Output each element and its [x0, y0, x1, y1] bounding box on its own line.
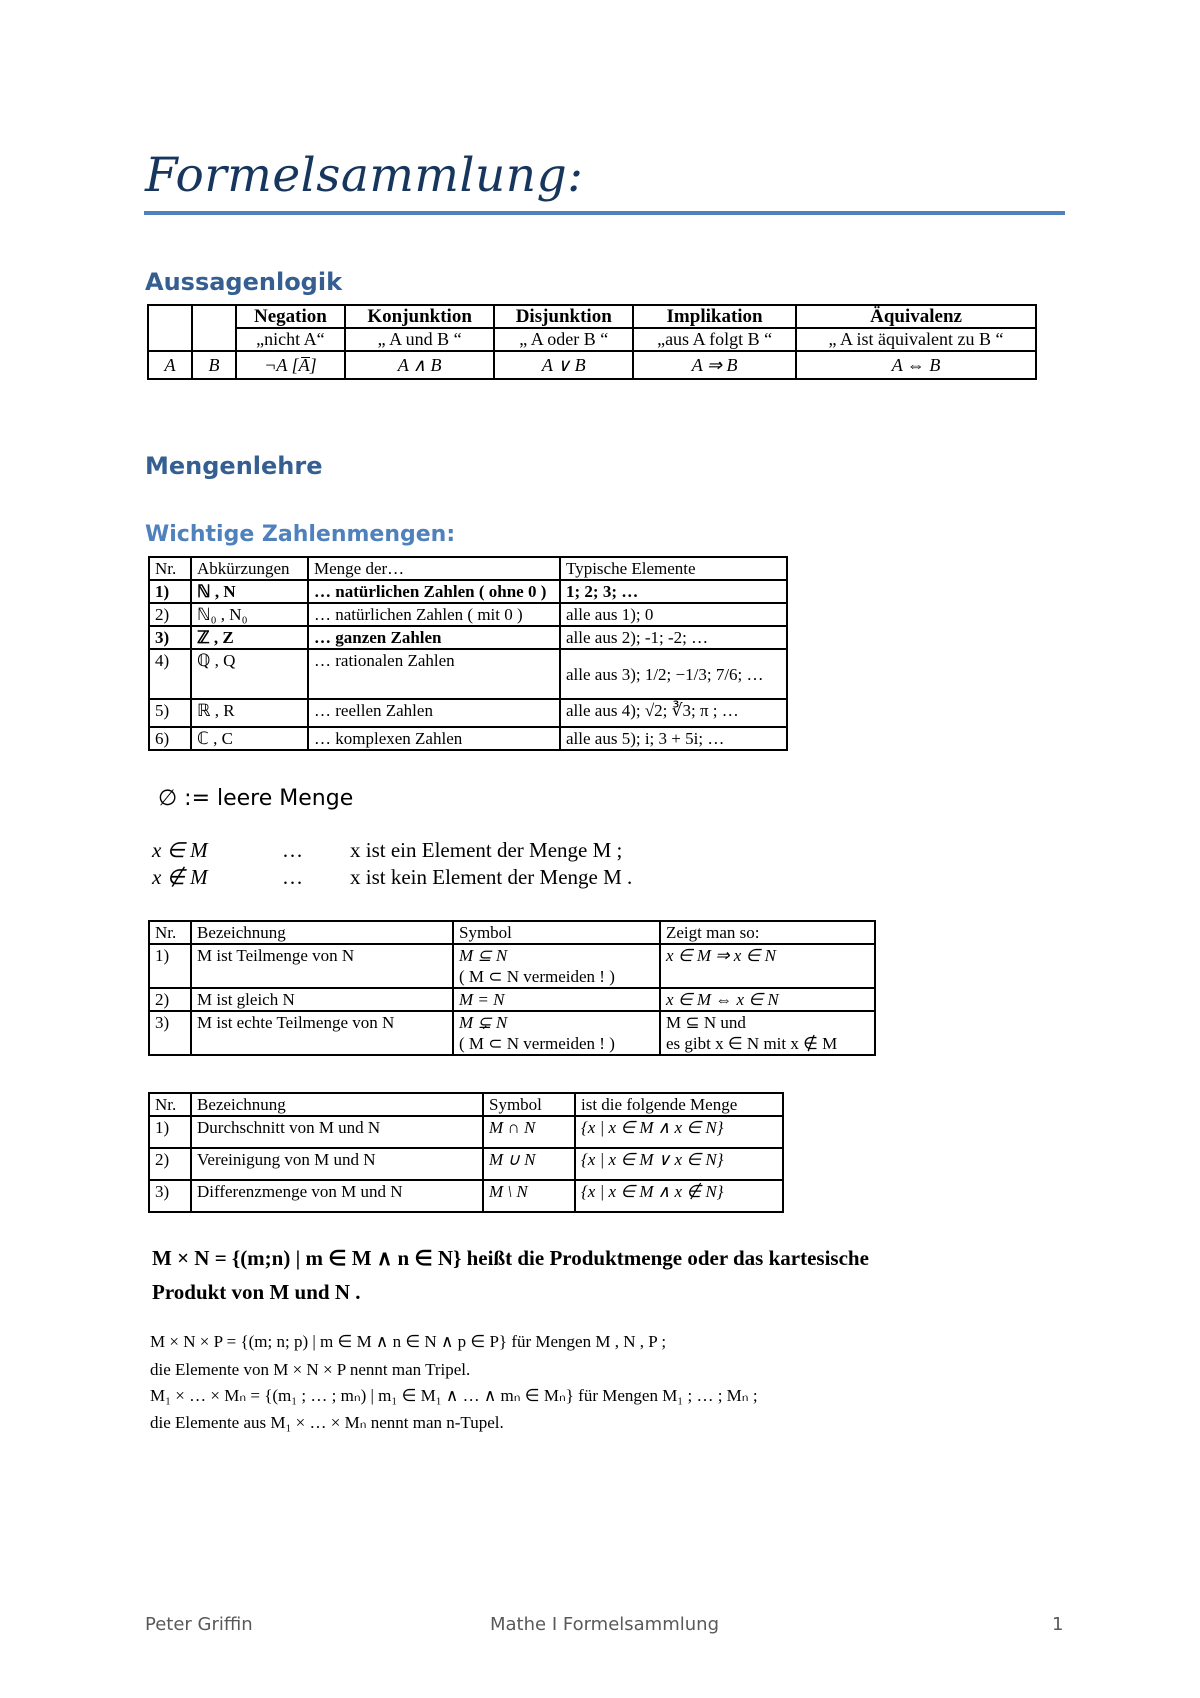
logic-meaning: „ A und B “: [345, 328, 495, 351]
table-cell: [660, 944, 875, 988]
table-cell: alle aus 4); √2; ∛3; π ; …: [560, 699, 787, 727]
table-cell: Vereinigung von M und N: [191, 1148, 483, 1180]
logic-meaning: „ A oder B “: [494, 328, 633, 351]
table-row: [149, 944, 875, 988]
section-heading-logic: Aussagenlogik: [145, 268, 343, 296]
table-cell: 3): [149, 1180, 191, 1212]
table-cell: M \ N: [483, 1180, 575, 1212]
table-cell: 2): [149, 988, 191, 1011]
numbersets-table: [148, 556, 788, 751]
proof-line: es gibt x ∈ N mit x ∉ M: [666, 1034, 838, 1053]
tuple-line: M₁ × … × Mₙ = {(m₁ ; … ; mₙ) | m₁ ∈ M₁ ∧ … ∧ mₙ ∈ Mₙ} für Mengen M₁ ; … ; Mₙ ;: [150, 1386, 758, 1405]
table-cell: alle aus 5); i; 3 + 5i; …: [560, 727, 787, 750]
symbol-line: M ⊊ N: [459, 1013, 508, 1032]
tuple-line: M × N × P = {(m; n; p) | m ∈ M ∧ n ∈ N ∧ p ∈ P} für Mengen M , N , P ;: [150, 1332, 667, 1351]
table-cell: M ist Teilmenge von N: [191, 944, 453, 988]
set-operations-table: [148, 1092, 784, 1213]
proof-line: M ⊆ N und: [666, 1013, 746, 1032]
table-cell: alle aus 2); -1; -2; …: [560, 626, 787, 649]
table-cell: M ist echte Teilmenge von N: [191, 1011, 453, 1055]
logic-var-b: B: [192, 351, 236, 379]
table-row: [149, 699, 787, 727]
logic-header: Implikation: [633, 305, 796, 328]
table-row: [149, 626, 787, 649]
logic-meaning: „aus A folgt B “: [633, 328, 796, 351]
table-cell: M ∩ N: [483, 1116, 575, 1148]
table-cell: 6): [149, 727, 191, 750]
table-header: Symbol: [483, 1093, 575, 1116]
table-cell: 1; 2; 3; …: [560, 580, 787, 603]
table-header: ist die folgende Menge: [575, 1093, 783, 1116]
table-cell: [660, 1011, 875, 1055]
table-cell: 2): [149, 603, 191, 626]
table-header: Nr.: [149, 1093, 191, 1116]
logic-symbol: A ⇔ B: [796, 351, 1036, 379]
symbol-note: ( M ⊂ N vermeiden ! ): [459, 1034, 615, 1053]
table-row: [149, 580, 787, 603]
table-header: Nr.: [149, 921, 191, 944]
tuple-line: die Elemente von M × N × P nennt man Tripel.: [150, 1360, 471, 1379]
table-cell: ℤ , Z: [191, 626, 308, 649]
footer-author: Peter Griffin: [145, 1614, 253, 1635]
table-cell: 2): [149, 1148, 191, 1180]
table-row: [149, 649, 787, 699]
table-row: [149, 727, 787, 750]
logic-symbol: ¬A [A̅]: [236, 351, 345, 379]
table-cell: 1): [149, 944, 191, 988]
symbol-note: ( M ⊂ N vermeiden ! ): [459, 967, 615, 986]
logic-header: Negation: [236, 305, 345, 328]
table-row: [149, 1148, 783, 1180]
empty-set-definition: ∅ := leere Menge: [158, 786, 354, 811]
table-cell: 3): [149, 626, 191, 649]
table-cell: ℝ , R: [191, 699, 308, 727]
table-cell: 3): [149, 1011, 191, 1055]
table-cell: {x | x ∈ M ∨ x ∈ N}: [575, 1148, 783, 1180]
table-cell: x ∈ M ⇔ x ∈ N: [660, 988, 875, 1011]
title-underline: [144, 211, 1065, 215]
element-line: [152, 865, 632, 890]
table-header: Bezeichnung: [191, 921, 453, 944]
table-row: [149, 1011, 875, 1055]
proof-line: x ∈ M ⇒ x ∈ N: [666, 946, 776, 965]
table-cell: alle aus 3); 1/2; −1/3; 7/6; …: [560, 649, 787, 699]
logic-empty-cell: [148, 305, 192, 351]
table-header: Typische Elemente: [560, 557, 787, 580]
table-header: Symbol: [453, 921, 660, 944]
table-cell: [453, 944, 660, 988]
table-cell: 1): [149, 580, 191, 603]
table-cell: … rationalen Zahlen: [308, 649, 560, 699]
logic-header: Äquivalenz: [796, 305, 1036, 328]
symbol-line: M ⊆ N: [459, 946, 508, 965]
table-cell: … ganzen Zahlen: [308, 626, 560, 649]
table-cell: 5): [149, 699, 191, 727]
logic-header: Disjunktion: [494, 305, 633, 328]
table-header: Bezeichnung: [191, 1093, 483, 1116]
table-row: [149, 1116, 783, 1148]
page-title: Formelsammlung:: [145, 148, 584, 203]
logic-header: Konjunktion: [345, 305, 495, 328]
element-text: x ist kein Element der Menge M .: [350, 865, 633, 889]
table-cell: {x | x ∈ M ∧ x ∉ N}: [575, 1180, 783, 1212]
table-cell: ℚ , Q: [191, 649, 308, 699]
logic-symbol: A ⇒ B: [633, 351, 796, 379]
table-row: [149, 988, 875, 1011]
subset-table: [148, 920, 876, 1056]
table-cell: 4): [149, 649, 191, 699]
table-header: Nr.: [149, 557, 191, 580]
logic-meaning: „nicht A“: [236, 328, 345, 351]
table-cell: [453, 1011, 660, 1055]
table-cell: M ∪ N: [483, 1148, 575, 1180]
table-cell: alle aus 1); 0: [560, 603, 787, 626]
element-line: [152, 838, 622, 863]
table-cell: M ist gleich N: [191, 988, 453, 1011]
table-cell: ℕ , N: [191, 580, 308, 603]
logic-empty-cell: [192, 305, 236, 351]
table-row: [149, 603, 787, 626]
table-header: Menge der…: [308, 557, 560, 580]
table-header: Zeigt man so:: [660, 921, 875, 944]
table-cell: M = N: [453, 988, 660, 1011]
section-heading-sets: Mengenlehre: [145, 452, 323, 480]
table-cell: … komplexen Zahlen: [308, 727, 560, 750]
logic-table: [147, 304, 1037, 380]
section-heading-numbersets: Wichtige Zahlenmengen:: [145, 522, 456, 547]
table-cell: ℂ , C: [191, 727, 308, 750]
element-symbol: x ∉ M: [152, 865, 208, 889]
table-cell: … reellen Zahlen: [308, 699, 560, 727]
element-dots: …: [282, 865, 303, 889]
product-definition-line: Produkt von M und N .: [152, 1280, 361, 1304]
logic-meaning: „ A ist äquivalent zu B “: [796, 328, 1036, 351]
table-cell: … natürlichen Zahlen ( ohne 0 ): [308, 580, 560, 603]
element-dots: …: [282, 838, 303, 862]
logic-symbol: A ∧ B: [345, 351, 495, 379]
logic-symbol: A ∨ B: [494, 351, 633, 379]
footer-document-title: Mathe I Formelsammlung: [490, 1614, 719, 1635]
element-symbol: x ∈ M: [152, 838, 208, 862]
table-cell: … natürlichen Zahlen ( mit 0 ): [308, 603, 560, 626]
element-text: x ist ein Element der Menge M ;: [350, 838, 623, 862]
logic-var-a: A: [148, 351, 192, 379]
tuple-line: die Elemente aus M₁ × … × Mₙ nennt man n-Tupel.: [150, 1413, 504, 1432]
footer-page-number: 1: [1052, 1614, 1064, 1635]
table-header: Abkürzungen: [191, 557, 308, 580]
table-cell: {x | x ∈ M ∧ x ∈ N}: [575, 1116, 783, 1148]
table-cell: ℕ₀ , N₀: [191, 603, 308, 626]
product-definition-line: M × N = {(m;n) | m ∈ M ∧ n ∈ N} heißt die Produktmenge oder das kartesische: [152, 1246, 869, 1270]
table-cell: Differenzmenge von M und N: [191, 1180, 483, 1212]
table-cell: Durchschnitt von M und N: [191, 1116, 483, 1148]
table-cell: 1): [149, 1116, 191, 1148]
table-row: [149, 1180, 783, 1212]
